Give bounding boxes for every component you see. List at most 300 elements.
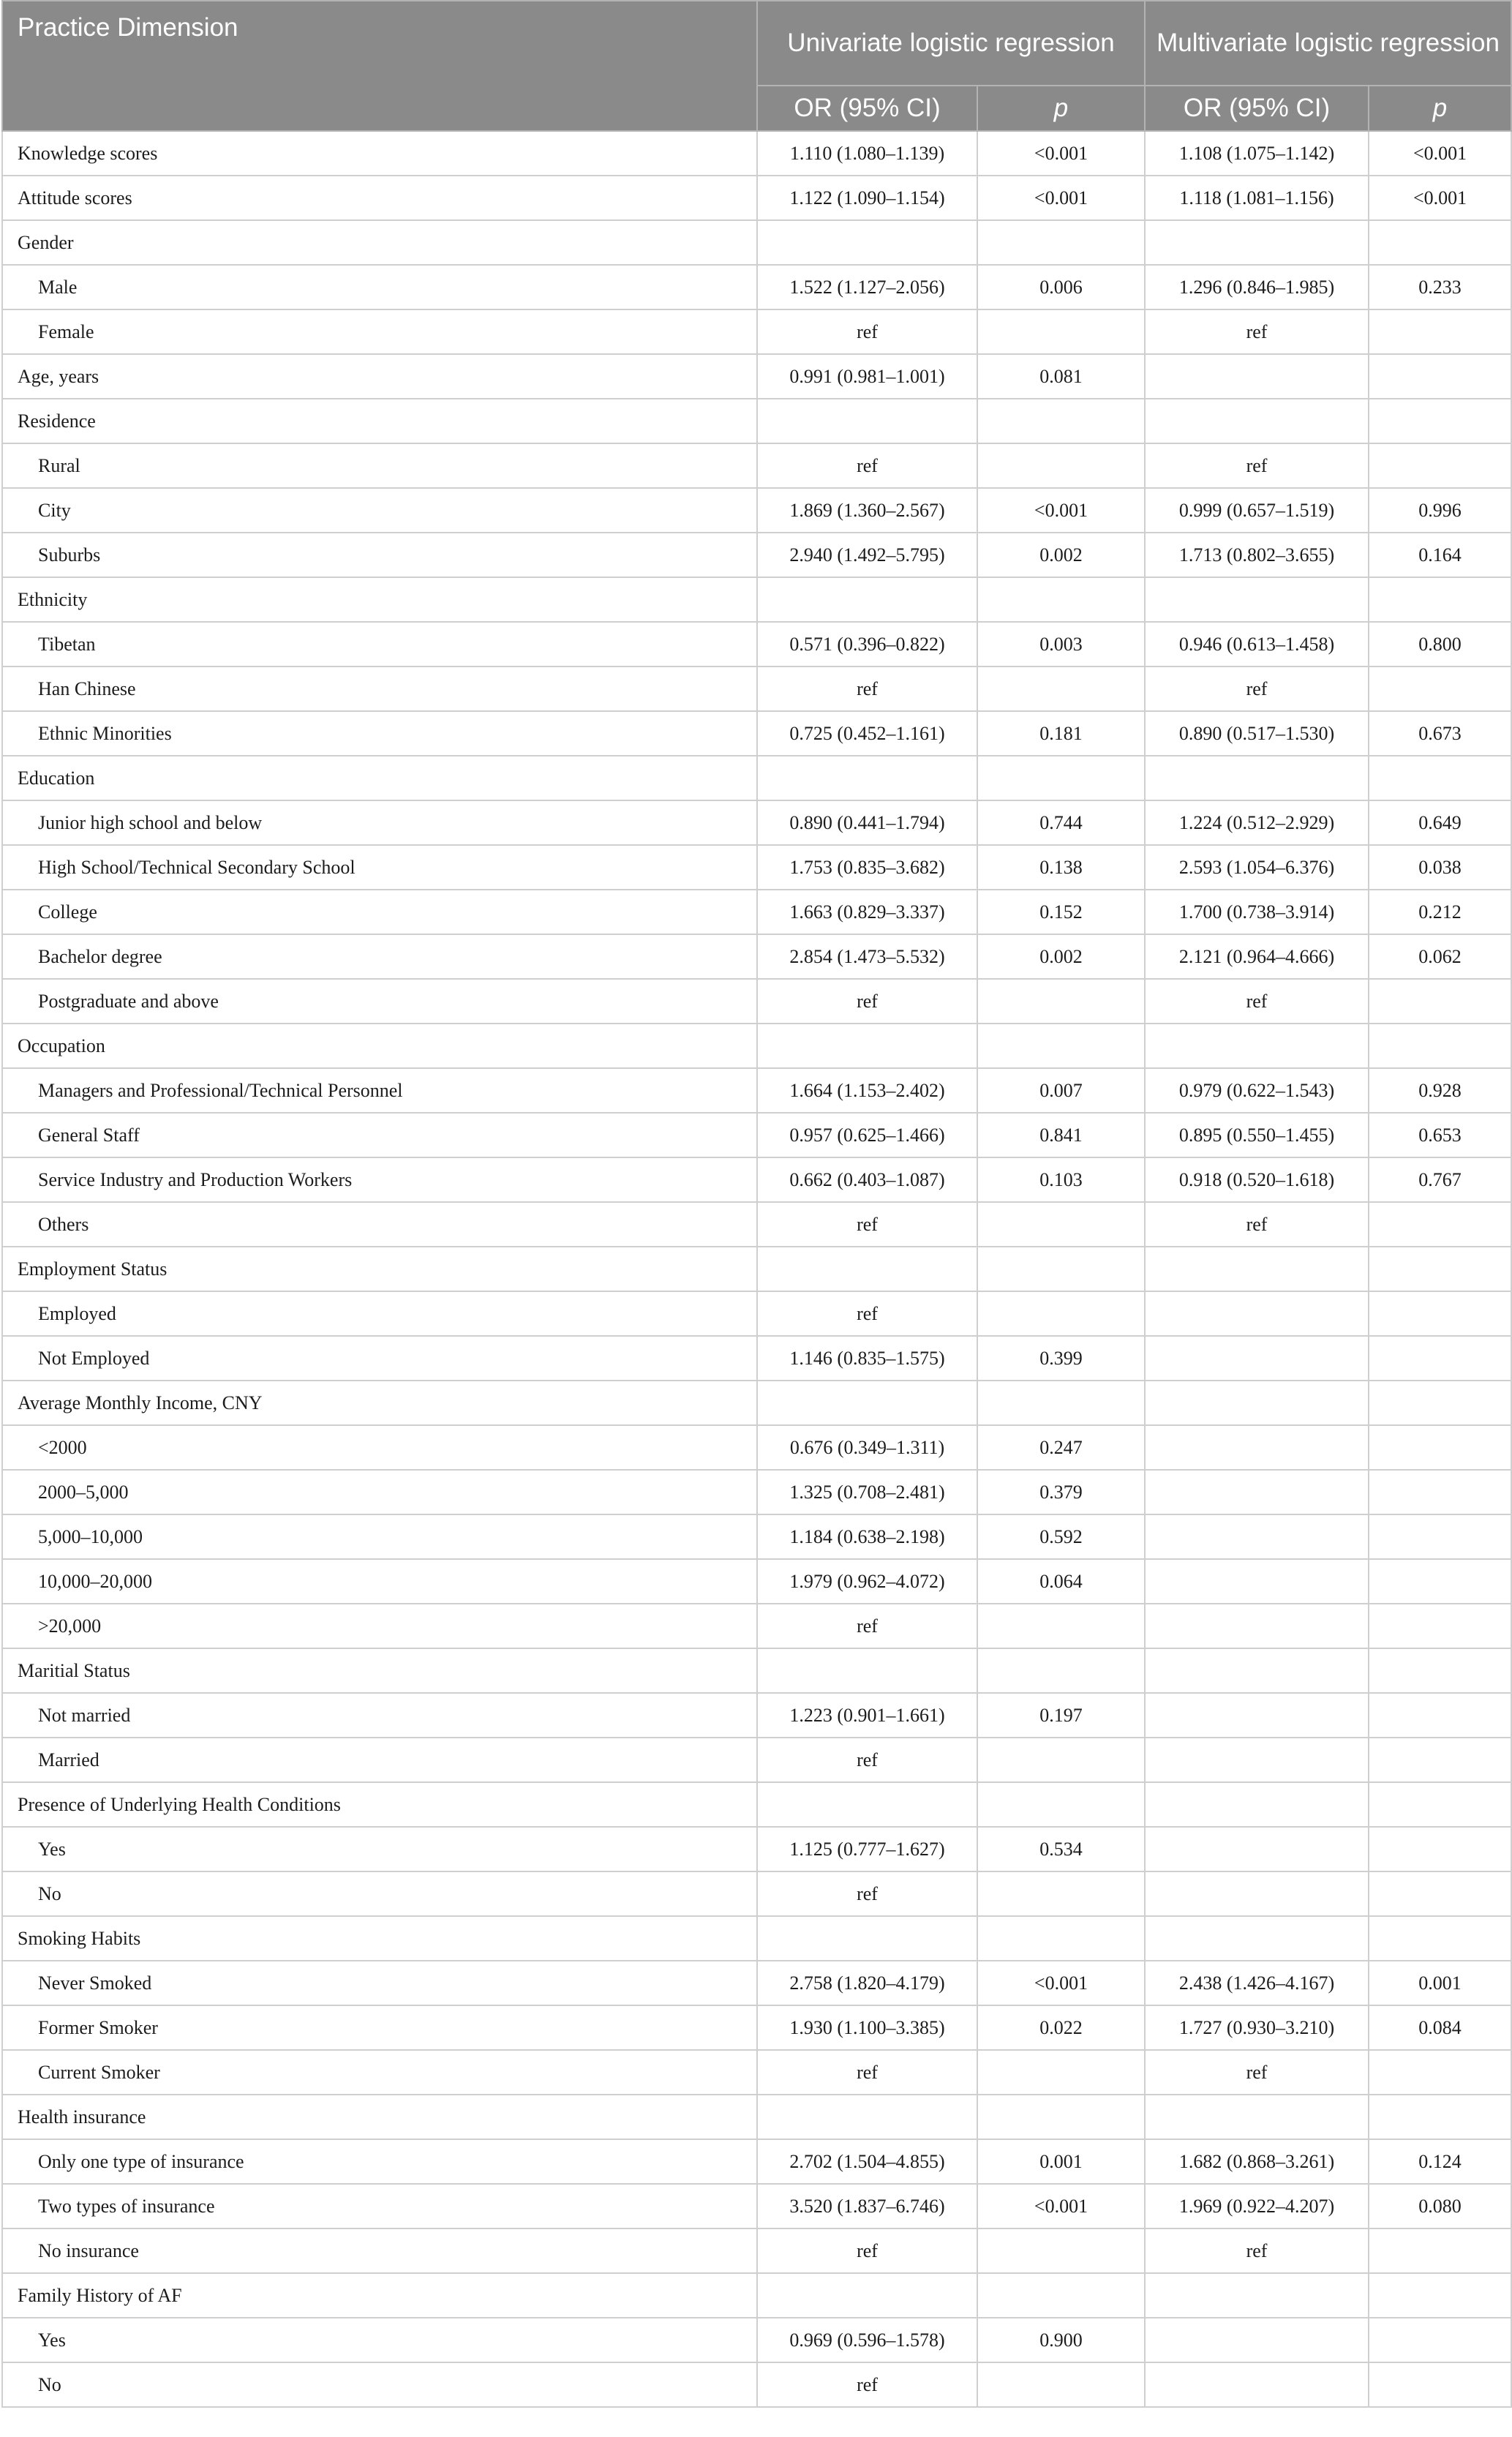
multivariate-or-cell: 1.682 (0.868–3.261) (1145, 2139, 1369, 2184)
table-row (2, 399, 1511, 443)
multivariate-p-cell (1369, 1291, 1511, 1336)
univariate-or-cell: 1.663 (0.829–3.337) (757, 890, 977, 934)
multivariate-or-cell: 0.999 (0.657–1.519) (1145, 488, 1369, 533)
row-label: High School/Technical Secondary School (2, 845, 757, 890)
category-label: Education (2, 756, 757, 800)
multivariate-p-cell (1369, 1381, 1511, 1425)
multivariate-p-cell: 0.649 (1369, 800, 1511, 845)
category-label: Health insurance (2, 2095, 757, 2139)
table-row (2, 2005, 1511, 2050)
univariate-or-cell: ref (757, 443, 977, 488)
multivariate-p-cell (1369, 309, 1511, 354)
univariate-or-cell (757, 1381, 977, 1425)
multivariate-p-cell (1369, 1247, 1511, 1291)
multivariate-p-cell (1369, 756, 1511, 800)
table-row (2, 1113, 1511, 1157)
table-row (2, 756, 1511, 800)
table-row (2, 309, 1511, 354)
multivariate-or-cell: 1.700 (0.738–3.914) (1145, 890, 1369, 934)
table-body (2, 131, 1511, 2407)
row-label: Service Industry and Production Workers (2, 1157, 757, 1202)
table-row (2, 2228, 1511, 2273)
multivariate-p-cell (1369, 1024, 1511, 1068)
table-row (2, 1470, 1511, 1514)
row-label: Yes (2, 1827, 757, 1871)
multivariate-or-cell: 0.895 (0.550–1.455) (1145, 1113, 1369, 1157)
univariate-p-cell: <0.001 (977, 488, 1145, 533)
univariate-p-cell: 0.003 (977, 622, 1145, 666)
univariate-p-cell (977, 399, 1145, 443)
univariate-p-cell (977, 756, 1145, 800)
univariate-p-cell: <0.001 (977, 2184, 1145, 2228)
table-header (2, 1, 1511, 131)
univariate-p-cell (977, 1247, 1145, 1291)
multivariate-p-cell: 0.212 (1369, 890, 1511, 934)
row-label: Age, years (2, 354, 757, 399)
row-label: Two types of insurance (2, 2184, 757, 2228)
table-row (2, 1604, 1511, 1648)
row-label: Former Smoker (2, 2005, 757, 2050)
table-row (2, 1247, 1511, 1291)
table-row (2, 1381, 1511, 1425)
table-row (2, 2318, 1511, 2362)
univariate-p-cell (977, 1916, 1145, 1961)
univariate-p-cell (977, 2362, 1145, 2407)
multivariate-or-cell (1145, 1291, 1369, 1336)
row-label: Not Employed (2, 1336, 757, 1381)
table-row (2, 1291, 1511, 1336)
category-label: Residence (2, 399, 757, 443)
univariate-or-cell: 0.890 (0.441–1.794) (757, 800, 977, 845)
univariate-p-cell: 0.247 (977, 1425, 1145, 1470)
header-multivariate: Multivariate logistic regression (1145, 1, 1511, 86)
multivariate-p-cell (1369, 1604, 1511, 1648)
row-label: No insurance (2, 2228, 757, 2273)
multivariate-p-cell (1369, 1916, 1511, 1961)
multivariate-p-cell: 0.080 (1369, 2184, 1511, 2228)
table-row (2, 2050, 1511, 2095)
category-label: Gender (2, 220, 757, 265)
univariate-or-cell: ref (757, 2228, 977, 2273)
row-label: 5,000–10,000 (2, 1514, 757, 1559)
header-multivariate-or: OR (95% CI) (1145, 86, 1369, 131)
multivariate-or-cell (1145, 1782, 1369, 1827)
multivariate-p-cell (1369, 2362, 1511, 2407)
table-row (2, 622, 1511, 666)
multivariate-or-cell (1145, 1693, 1369, 1738)
multivariate-p-cell: 0.001 (1369, 1961, 1511, 2005)
univariate-or-cell: 0.676 (0.349–1.311) (757, 1425, 977, 1470)
category-label: Ethnicity (2, 577, 757, 622)
row-label: Ethnic Minorities (2, 711, 757, 756)
table-row (2, 176, 1511, 220)
univariate-p-cell: 0.081 (977, 354, 1145, 399)
univariate-or-cell: 1.223 (0.901–1.661) (757, 1693, 977, 1738)
univariate-p-cell: 0.841 (977, 1113, 1145, 1157)
multivariate-or-cell (1145, 2318, 1369, 2362)
multivariate-or-cell (1145, 2095, 1369, 2139)
header-practice-dimension: Practice Dimension (2, 1, 757, 131)
multivariate-p-cell: 0.084 (1369, 2005, 1511, 2050)
univariate-or-cell (757, 756, 977, 800)
univariate-or-cell: 1.122 (1.090–1.154) (757, 176, 977, 220)
univariate-or-cell (757, 2273, 977, 2318)
row-label: Never Smoked (2, 1961, 757, 2005)
univariate-or-cell: 1.184 (0.638–2.198) (757, 1514, 977, 1559)
table-row (2, 1068, 1511, 1113)
multivariate-or-cell: 1.108 (1.075–1.142) (1145, 131, 1369, 176)
category-label: Employment Status (2, 1247, 757, 1291)
regression-table (1, 0, 1512, 2408)
univariate-p-cell (977, 1604, 1145, 1648)
univariate-or-cell: 1.664 (1.153–2.402) (757, 1068, 977, 1113)
table-row (2, 1648, 1511, 1693)
multivariate-p-cell (1369, 2228, 1511, 2273)
multivariate-p-cell: 0.062 (1369, 934, 1511, 979)
multivariate-p-cell (1369, 2273, 1511, 2318)
multivariate-or-cell (1145, 1470, 1369, 1514)
multivariate-or-cell (1145, 399, 1369, 443)
row-label: City (2, 488, 757, 533)
univariate-or-cell (757, 1648, 977, 1693)
table-row (2, 354, 1511, 399)
table-row (2, 131, 1511, 176)
univariate-or-cell: 1.869 (1.360–2.567) (757, 488, 977, 533)
univariate-p-cell (977, 309, 1145, 354)
multivariate-p-cell (1369, 2050, 1511, 2095)
category-label: Maritial Status (2, 1648, 757, 1693)
multivariate-or-cell: 1.118 (1.081–1.156) (1145, 176, 1369, 220)
multivariate-p-cell (1369, 1693, 1511, 1738)
univariate-p-cell: 0.103 (977, 1157, 1145, 1202)
row-label: Married (2, 1738, 757, 1782)
row-label: Female (2, 309, 757, 354)
univariate-or-cell (757, 1247, 977, 1291)
row-label: Junior high school and below (2, 800, 757, 845)
multivariate-p-cell: 0.767 (1369, 1157, 1511, 1202)
table-row (2, 1871, 1511, 1916)
multivariate-p-cell (1369, 1871, 1511, 1916)
univariate-or-cell: 1.325 (0.708–2.481) (757, 1470, 977, 1514)
univariate-or-cell (757, 1782, 977, 1827)
row-label: Managers and Professional/Technical Personnel (2, 1068, 757, 1113)
table-row (2, 2273, 1511, 2318)
multivariate-or-cell: ref (1145, 666, 1369, 711)
univariate-p-cell (977, 2095, 1145, 2139)
table-row (2, 979, 1511, 1024)
multivariate-p-cell (1369, 1648, 1511, 1693)
row-label: 10,000–20,000 (2, 1559, 757, 1604)
multivariate-p-cell: 0.233 (1369, 265, 1511, 309)
multivariate-or-cell (1145, 577, 1369, 622)
table-row (2, 890, 1511, 934)
multivariate-p-cell (1369, 1782, 1511, 1827)
table-row (2, 488, 1511, 533)
univariate-or-cell: 0.571 (0.396–0.822) (757, 622, 977, 666)
univariate-p-cell: 0.197 (977, 1693, 1145, 1738)
univariate-or-cell: 0.991 (0.981–1.001) (757, 354, 977, 399)
univariate-p-cell (977, 220, 1145, 265)
table-row (2, 711, 1511, 756)
multivariate-p-cell: 0.038 (1369, 845, 1511, 890)
multivariate-or-cell (1145, 2273, 1369, 2318)
univariate-p-cell (977, 1291, 1145, 1336)
table-row (2, 2362, 1511, 2407)
multivariate-or-cell: 1.727 (0.930–3.210) (1145, 2005, 1369, 2050)
multivariate-or-cell (1145, 1827, 1369, 1871)
multivariate-or-cell (1145, 1738, 1369, 1782)
multivariate-p-cell (1369, 979, 1511, 1024)
category-label: Family History of AF (2, 2273, 757, 2318)
multivariate-p-cell (1369, 220, 1511, 265)
row-label: General Staff (2, 1113, 757, 1157)
multivariate-p-cell (1369, 2095, 1511, 2139)
univariate-or-cell (757, 1916, 977, 1961)
table-row (2, 220, 1511, 265)
univariate-p-cell (977, 577, 1145, 622)
multivariate-p-cell (1369, 1738, 1511, 1782)
table-row (2, 1559, 1511, 1604)
multivariate-p-cell (1369, 666, 1511, 711)
univariate-or-cell: ref (757, 1871, 977, 1916)
row-label: Tibetan (2, 622, 757, 666)
header-univariate-p: p (977, 86, 1145, 131)
univariate-p-cell: 0.002 (977, 934, 1145, 979)
multivariate-p-cell: 0.800 (1369, 622, 1511, 666)
multivariate-or-cell: 0.979 (0.622–1.543) (1145, 1068, 1369, 1113)
multivariate-or-cell: 0.890 (0.517–1.530) (1145, 711, 1369, 756)
univariate-or-cell: ref (757, 979, 977, 1024)
multivariate-or-cell (1145, 1871, 1369, 1916)
table-row (2, 1157, 1511, 1202)
table-row (2, 533, 1511, 577)
univariate-p-cell (977, 1202, 1145, 1247)
multivariate-p-cell (1369, 2318, 1511, 2362)
univariate-or-cell: 1.125 (0.777–1.627) (757, 1827, 977, 1871)
multivariate-or-cell: 1.969 (0.922–4.207) (1145, 2184, 1369, 2228)
multivariate-or-cell (1145, 1514, 1369, 1559)
univariate-p-cell: 0.001 (977, 2139, 1145, 2184)
table-row (2, 1336, 1511, 1381)
row-label: Knowledge scores (2, 131, 757, 176)
category-label: Occupation (2, 1024, 757, 1068)
multivariate-or-cell: 1.224 (0.512–2.929) (1145, 800, 1369, 845)
univariate-p-cell: 0.900 (977, 2318, 1145, 2362)
multivariate-or-cell: 2.593 (1.054–6.376) (1145, 845, 1369, 890)
row-label: Only one type of insurance (2, 2139, 757, 2184)
univariate-p-cell: 0.152 (977, 890, 1145, 934)
multivariate-or-cell (1145, 1648, 1369, 1693)
univariate-or-cell: 2.854 (1.473–5.532) (757, 934, 977, 979)
univariate-p-cell (977, 979, 1145, 1024)
univariate-or-cell: 1.753 (0.835–3.682) (757, 845, 977, 890)
univariate-or-cell: 1.146 (0.835–1.575) (757, 1336, 977, 1381)
multivariate-or-cell: ref (1145, 979, 1369, 1024)
table-row (2, 443, 1511, 488)
multivariate-or-cell: 2.438 (1.426–4.167) (1145, 1961, 1369, 2005)
univariate-or-cell: 0.969 (0.596–1.578) (757, 2318, 977, 2362)
row-label: Suburbs (2, 533, 757, 577)
univariate-or-cell: 2.758 (1.820–4.179) (757, 1961, 977, 2005)
multivariate-or-cell (1145, 1381, 1369, 1425)
row-label: Yes (2, 2318, 757, 2362)
univariate-p-cell: 0.007 (977, 1068, 1145, 1113)
univariate-or-cell: ref (757, 309, 977, 354)
table-row (2, 845, 1511, 890)
table-row (2, 1916, 1511, 1961)
table-row (2, 1024, 1511, 1068)
univariate-p-cell: <0.001 (977, 176, 1145, 220)
table-row (2, 1782, 1511, 1827)
table-row (2, 1827, 1511, 1871)
header-univariate-or: OR (95% CI) (757, 86, 977, 131)
multivariate-or-cell: 0.918 (0.520–1.618) (1145, 1157, 1369, 1202)
multivariate-p-cell (1369, 443, 1511, 488)
table-row (2, 1425, 1511, 1470)
univariate-p-cell: 0.006 (977, 265, 1145, 309)
univariate-p-cell (977, 1381, 1145, 1425)
multivariate-or-cell (1145, 354, 1369, 399)
table-row (2, 1961, 1511, 2005)
table-row (2, 1693, 1511, 1738)
multivariate-or-cell: ref (1145, 2050, 1369, 2095)
table-row (2, 265, 1511, 309)
multivariate-p-cell (1369, 1827, 1511, 1871)
multivariate-p-cell: 0.164 (1369, 533, 1511, 577)
table-row (2, 666, 1511, 711)
multivariate-p-cell (1369, 1559, 1511, 1604)
univariate-p-cell: 0.399 (977, 1336, 1145, 1381)
univariate-p-cell (977, 2228, 1145, 2273)
univariate-p-cell: 0.181 (977, 711, 1145, 756)
row-label: Male (2, 265, 757, 309)
multivariate-p-cell: 0.996 (1369, 488, 1511, 533)
univariate-p-cell: 0.138 (977, 845, 1145, 890)
header-univariate: Univariate logistic regression (757, 1, 1145, 86)
univariate-or-cell: ref (757, 1291, 977, 1336)
univariate-or-cell: 0.662 (0.403–1.087) (757, 1157, 977, 1202)
univariate-p-cell (977, 2050, 1145, 2095)
multivariate-or-cell (1145, 1336, 1369, 1381)
multivariate-or-cell (1145, 1425, 1369, 1470)
multivariate-or-cell: ref (1145, 1202, 1369, 1247)
univariate-p-cell: 0.379 (977, 1470, 1145, 1514)
univariate-p-cell (977, 2273, 1145, 2318)
table-row (2, 1202, 1511, 1247)
multivariate-p-cell: 0.124 (1369, 2139, 1511, 2184)
univariate-p-cell: 0.592 (977, 1514, 1145, 1559)
row-label: Current Smoker (2, 2050, 757, 2095)
row-label: Attitude scores (2, 176, 757, 220)
univariate-or-cell: 1.110 (1.080–1.139) (757, 131, 977, 176)
univariate-p-cell (977, 1738, 1145, 1782)
multivariate-p-cell (1369, 1425, 1511, 1470)
univariate-or-cell (757, 1024, 977, 1068)
table-row (2, 2184, 1511, 2228)
univariate-or-cell: 0.725 (0.452–1.161) (757, 711, 977, 756)
univariate-p-cell: 0.064 (977, 1559, 1145, 1604)
multivariate-p-cell (1369, 1470, 1511, 1514)
multivariate-or-cell: 2.121 (0.964–4.666) (1145, 934, 1369, 979)
category-label: Presence of Underlying Health Conditions (2, 1782, 757, 1827)
univariate-or-cell: 1.930 (1.100–3.385) (757, 2005, 977, 2050)
row-label: College (2, 890, 757, 934)
univariate-or-cell: 1.979 (0.962–4.072) (757, 1559, 977, 1604)
multivariate-or-cell: ref (1145, 443, 1369, 488)
multivariate-p-cell (1369, 354, 1511, 399)
row-label: No (2, 1871, 757, 1916)
univariate-or-cell: ref (757, 2050, 977, 2095)
row-label: No (2, 2362, 757, 2407)
table-row (2, 2139, 1511, 2184)
univariate-or-cell: 3.520 (1.837–6.746) (757, 2184, 977, 2228)
univariate-or-cell: ref (757, 1738, 977, 1782)
univariate-or-cell: 0.957 (0.625–1.466) (757, 1113, 977, 1157)
univariate-p-cell: 0.534 (977, 1827, 1145, 1871)
multivariate-p-cell (1369, 399, 1511, 443)
row-label: Not married (2, 1693, 757, 1738)
multivariate-or-cell (1145, 220, 1369, 265)
multivariate-or-cell (1145, 1247, 1369, 1291)
multivariate-p-cell (1369, 1202, 1511, 1247)
multivariate-or-cell: ref (1145, 309, 1369, 354)
univariate-or-cell: 1.522 (1.127–2.056) (757, 265, 977, 309)
category-label: Average Monthly Income, CNY (2, 1381, 757, 1425)
table-row (2, 1514, 1511, 1559)
multivariate-p-cell (1369, 577, 1511, 622)
row-label: 2000–5,000 (2, 1470, 757, 1514)
univariate-or-cell: 2.940 (1.492–5.795) (757, 533, 977, 577)
univariate-or-cell (757, 399, 977, 443)
multivariate-or-cell: 1.296 (0.846–1.985) (1145, 265, 1369, 309)
multivariate-p-cell: 0.673 (1369, 711, 1511, 756)
table-row (2, 577, 1511, 622)
multivariate-p-cell (1369, 1336, 1511, 1381)
univariate-p-cell (977, 666, 1145, 711)
multivariate-or-cell (1145, 1559, 1369, 1604)
univariate-or-cell (757, 2095, 977, 2139)
table-row (2, 800, 1511, 845)
univariate-or-cell: 2.702 (1.504–4.855) (757, 2139, 977, 2184)
multivariate-p-cell (1369, 1514, 1511, 1559)
multivariate-or-cell (1145, 2362, 1369, 2407)
row-label: >20,000 (2, 1604, 757, 1648)
row-label: <2000 (2, 1425, 757, 1470)
category-label: Smoking Habits (2, 1916, 757, 1961)
univariate-p-cell (977, 443, 1145, 488)
univariate-p-cell: 0.002 (977, 533, 1145, 577)
multivariate-or-cell (1145, 1604, 1369, 1648)
multivariate-or-cell (1145, 1024, 1369, 1068)
multivariate-p-cell: 0.653 (1369, 1113, 1511, 1157)
row-label: Rural (2, 443, 757, 488)
univariate-p-cell: 0.744 (977, 800, 1145, 845)
univariate-or-cell: ref (757, 2362, 977, 2407)
multivariate-p-cell: <0.001 (1369, 176, 1511, 220)
header-multivariate-p: p (1369, 86, 1511, 131)
univariate-or-cell (757, 220, 977, 265)
multivariate-p-cell: 0.928 (1369, 1068, 1511, 1113)
row-label: Han Chinese (2, 666, 757, 711)
multivariate-p-cell: <0.001 (1369, 131, 1511, 176)
row-label: Others (2, 1202, 757, 1247)
univariate-or-cell (757, 577, 977, 622)
multivariate-or-cell: 0.946 (0.613–1.458) (1145, 622, 1369, 666)
multivariate-or-cell (1145, 756, 1369, 800)
univariate-or-cell: ref (757, 1604, 977, 1648)
univariate-p-cell (977, 1782, 1145, 1827)
table-row (2, 1738, 1511, 1782)
